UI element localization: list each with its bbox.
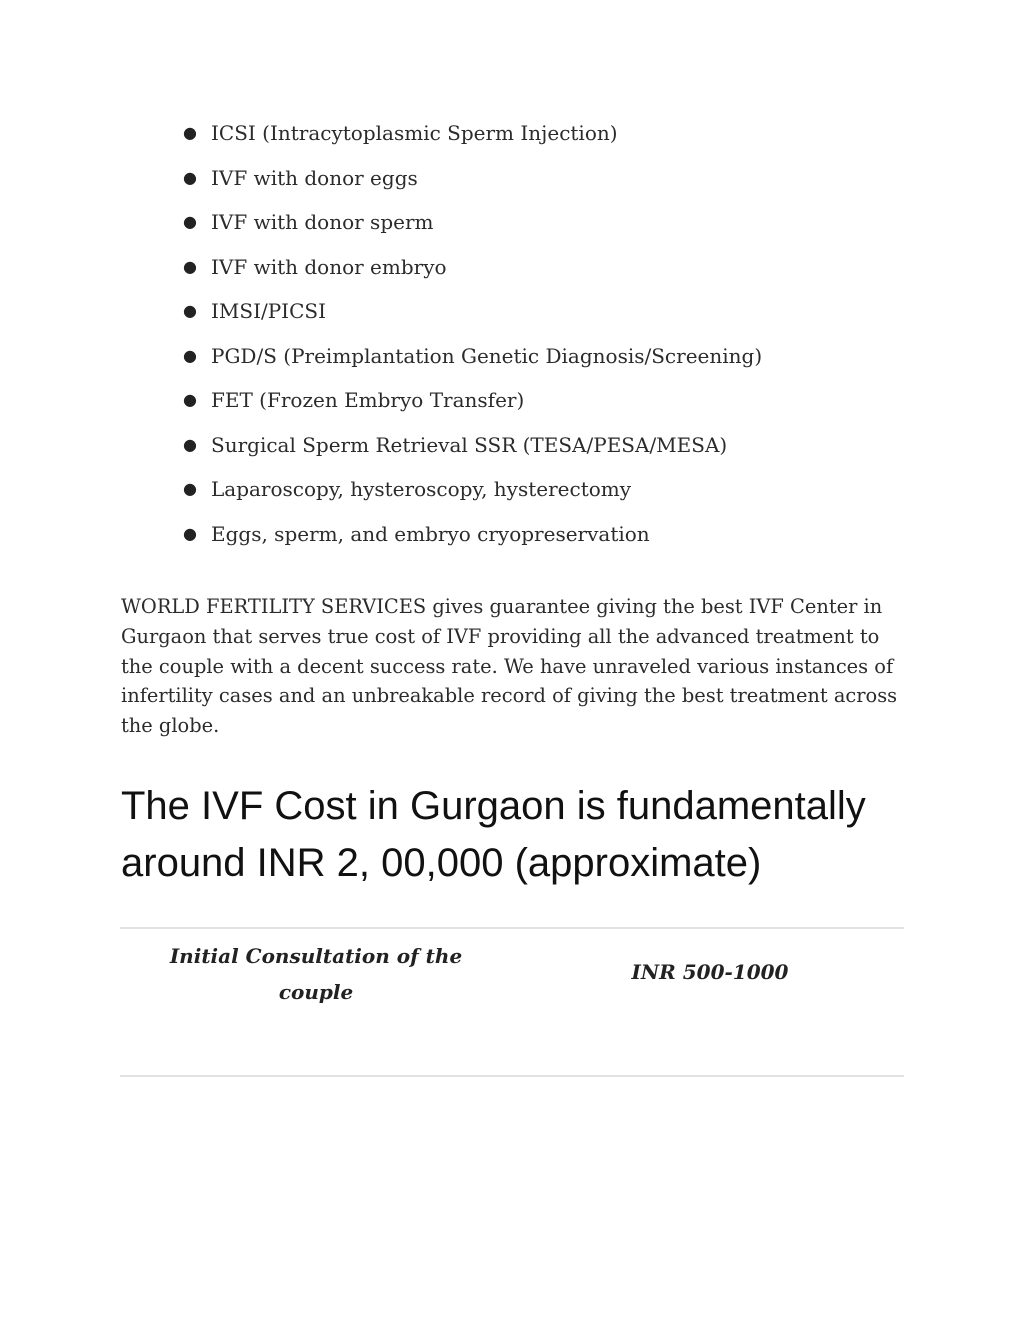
- bullet-icon: ●: [183, 167, 197, 187]
- list-item-text: IVF with donor embryo: [211, 254, 447, 279]
- table-cell-item: Initial Consultation of the couple: [169, 944, 463, 1004]
- list-item-text: Laparoscopy, hysteroscopy, hysterectomy: [211, 477, 632, 501]
- list-item: [183, 384, 762, 429]
- bullet-icon: ●: [183, 479, 197, 498]
- list-item: [183, 340, 762, 385]
- list-item: [183, 429, 762, 474]
- list-item: [183, 251, 762, 296]
- table-top-divider: [120, 927, 904, 929]
- list-item: [183, 295, 762, 340]
- list-item-text: IVF with donor eggs: [211, 165, 418, 190]
- intro-paragraph: WORLD FERTILITY SERVICES gives guarantee giving the best IVF Center in Gurgaon that serves true cost of IVF providing all the advanced treatment to the couple with a decent success rate. We have unraveled various instances of infertility cases and an unbreakable record of giving the best treatment across the globe.: [121, 595, 898, 738]
- list-item: [183, 206, 762, 251]
- cost-heading: The IVF Cost in Gurgaon is fundamentally around INR 2, 00,000 (approximate): [121, 784, 866, 885]
- list-item: [183, 518, 762, 563]
- list-item-text: Eggs, sperm, and embryo cryopreservation: [211, 521, 650, 546]
- bullet-icon: ●: [183, 434, 197, 454]
- list-item-text: IVF with donor sperm: [211, 210, 434, 234]
- services-bullet-list: [183, 117, 762, 562]
- list-item: [183, 162, 762, 207]
- bullet-icon: ●: [183, 123, 197, 142]
- list-item-text: Surgical Sperm Retrieval SSR (TESA/PESA/MESA): [211, 432, 728, 457]
- table-cell-price: INR 500-1000: [631, 960, 789, 984]
- list-item: [183, 117, 762, 162]
- bullet-icon: ●: [183, 256, 197, 276]
- table-bottom-divider: [120, 1075, 904, 1077]
- bullet-icon: ●: [183, 212, 197, 231]
- bullet-icon: ●: [183, 301, 197, 320]
- list-item-text: FET (Frozen Embryo Transfer): [211, 388, 525, 412]
- list-item-text: ICSI (Intracytoplasmic Sperm Injection): [211, 121, 618, 145]
- bullet-icon: ●: [183, 523, 197, 543]
- list-item-text: PGD/S (Preimplantation Genetic Diagnosis/Screening): [211, 343, 763, 368]
- bullet-icon: ●: [183, 345, 197, 365]
- list-item-text: IMSI/PICSI: [211, 299, 326, 323]
- list-item: [183, 473, 762, 518]
- bullet-icon: ●: [183, 390, 197, 409]
